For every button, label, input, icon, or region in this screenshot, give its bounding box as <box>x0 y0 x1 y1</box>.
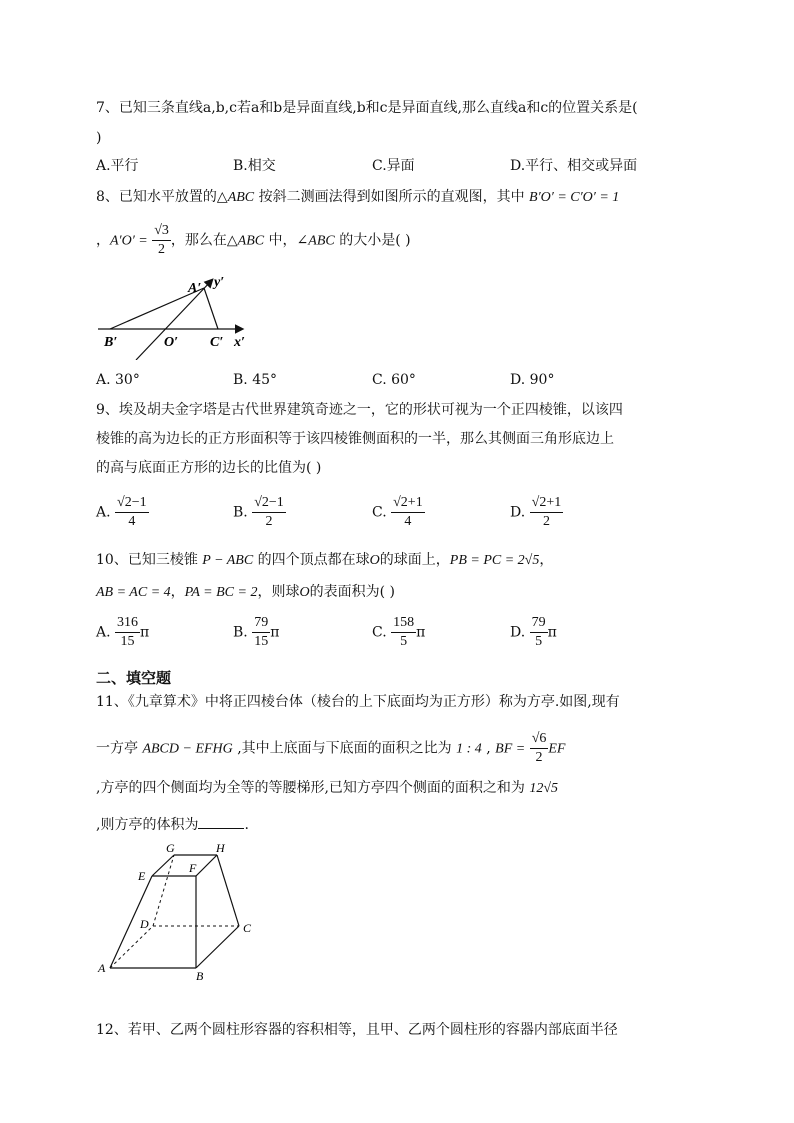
q9-option-c: C. $\frac{√2+1}{4}$ <box>372 495 423 529</box>
q8-fraction: $\frac{√3}{2}$ <box>154 223 169 257</box>
q11-edge-ch <box>217 855 239 926</box>
q11-label-e: E <box>138 869 146 883</box>
q7-stem-line2: ) <box>96 130 102 146</box>
q11-label-f: F <box>189 861 197 875</box>
q9-option-a: A. $\frac{√2-1}{4}$ <box>96 495 147 529</box>
q11-fraction: $\frac{√6}{2}$ <box>531 731 547 765</box>
q8-label-b: B′ <box>104 335 118 350</box>
q8-label-x: x′ <box>234 335 245 350</box>
q8-label-c: C′ <box>210 335 224 350</box>
q11-stem-line3: ,方亭的四个侧面均为全等的等腰梯形,已知方亭四个侧面的面积之和为 12√5 <box>96 780 559 796</box>
q7-option-c: C.异面 <box>372 158 415 174</box>
q11-label-c: C <box>243 921 252 935</box>
q7-stem-line1: 7、已知三条直线a,b,c若a和b是异面直线,b和c是异面直线,那么直线a和c的位置关系是( <box>96 100 638 116</box>
q9-stem-line1: 9、埃及胡夫金字塔是古代世界建筑奇迹之一，它的形状可视为一个正四棱锥，以该四 <box>96 402 623 418</box>
q10-option-d: D. $\frac{79}{5}$ π <box>510 615 557 649</box>
q8-label-y: y′ <box>214 275 225 290</box>
q11-label-h: H <box>216 841 225 855</box>
q10-stem-line2: AB = AC = 4，PA = BC = 2，则球O的表面积为( ) <box>96 584 395 600</box>
q11-edge-bc <box>196 926 239 968</box>
q11-stem-line1: 11、《九章算术》中将正四棱台体（棱台的上下底面均为正方形）称为方亭.如图,现有 <box>96 694 620 710</box>
q8-segment-ac <box>204 288 218 329</box>
q10-stem-line1: 10、已知三棱锥 P − ABC 的四个顶点都在球O的球面上，PB = PC = 2√5， <box>96 552 554 568</box>
q11-label-d: D <box>140 917 149 931</box>
section-heading-fill-in: 二、填空题 <box>96 669 172 687</box>
q8-label-a: A′ <box>188 281 202 296</box>
q7-option-b: B.相交 <box>233 158 276 174</box>
q9-option-b: B. $\frac{√2-1}{2}$ <box>233 495 284 529</box>
q11-label-a: A <box>98 961 106 975</box>
q8-option-d: D. 90° <box>510 372 555 388</box>
q8-stem-line2: ，A′O′ = $\frac{√3}{2}$ ，那么在△ABC 中，∠ABC 的大小是( ) <box>96 223 411 257</box>
q11-edge-eg <box>152 855 174 876</box>
q11-stem-line4: ,则方亭的体积为 . <box>96 814 249 835</box>
q10-option-b: B. $\frac{79}{15}$ π <box>233 615 280 649</box>
q8-option-b: B. 45° <box>233 372 278 388</box>
q8-stem-line1: 8、已知水平放置的△ABC 按斜二测画法得到如图所示的直观图，其中 B′O′ = C′O′ = 1 <box>96 189 620 205</box>
q7-option-a: A.平行 <box>96 158 139 174</box>
q10-option-c: C. $\frac{158}{5}$ π <box>372 615 426 649</box>
q11-label-g: G <box>166 841 175 855</box>
q12-stem-line1: 12、若甲、乙两个圆柱形容器的容积相等，且甲、乙两个圆柱形的容器内部底面半径 <box>96 1022 618 1038</box>
q11-label-b: B <box>196 969 204 983</box>
q8-option-c: C. 60° <box>372 372 416 388</box>
q11-stem-line2: 一方亭 ABCD − EFHG ,其中上底面与下底面的面积之比为 1 : 4 , BF = $\frac{√6}{2}$ EF <box>96 731 566 765</box>
q9-stem-line3: 的高与底面正方形的边长的比值为( ) <box>96 460 322 476</box>
q8-figure <box>94 270 264 360</box>
q8-label-o: O′ <box>164 335 179 350</box>
q11-figure <box>94 840 264 985</box>
q8-option-a: A. 30° <box>96 372 140 388</box>
q11-answer-blank[interactable] <box>198 814 244 829</box>
q11-edge-ad <box>110 926 153 968</box>
q11-edge-fh <box>196 855 217 876</box>
q10-option-a: A. $\frac{316}{15}$ π <box>96 615 150 649</box>
q9-option-d: D. $\frac{√2+1}{2}$ <box>510 495 562 529</box>
q9-stem-line2: 棱锥的高为边长的正方形面积等于该四棱锥侧面积的一半，那么其侧面三角形底边上 <box>96 431 614 447</box>
q7-option-d: D.平行、相交或异面 <box>510 158 638 174</box>
